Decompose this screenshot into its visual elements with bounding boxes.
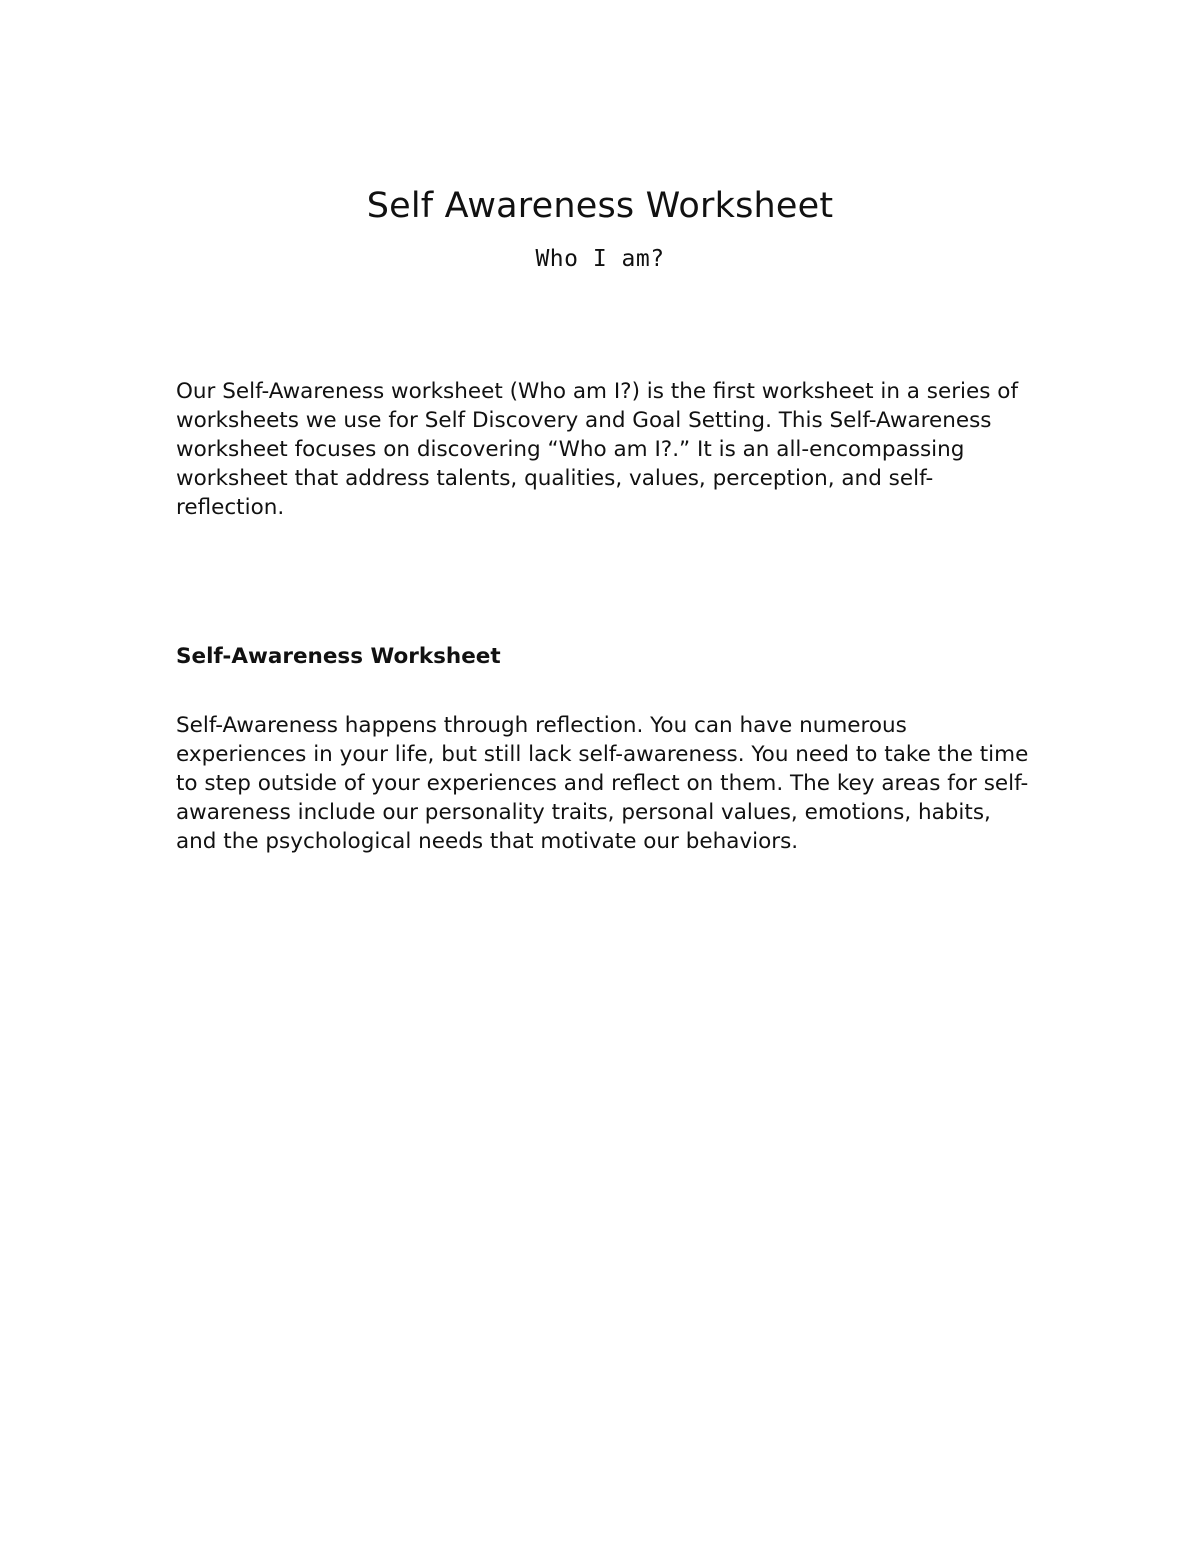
page-title: Self Awareness Worksheet xyxy=(366,186,834,226)
page-subtitle: Who I am? xyxy=(535,246,665,272)
intro-paragraph: Our Self-Awareness worksheet (Who am I?) is the first worksheet in a series of worksheets we use for Self Discovery and Goal Setting. This Self-Awareness worksheet focuses on discovering “Who am I?.” It is an all-encompassing worksheet that address talents, qualities, values, perception, and self-reflection. xyxy=(176,379,1019,520)
section-paragraph: Self-Awareness happens through reflection. You can have numerous experiences in your life, but still lack self-awareness. You need to take the time to step outside of your experiences and reflect on them. The key areas for self-awareness include our personality traits, personal values, emotions, habits, and the psychological needs that motivate our behaviors. xyxy=(176,713,1029,854)
section-heading: Self-Awareness Worksheet xyxy=(176,644,501,669)
